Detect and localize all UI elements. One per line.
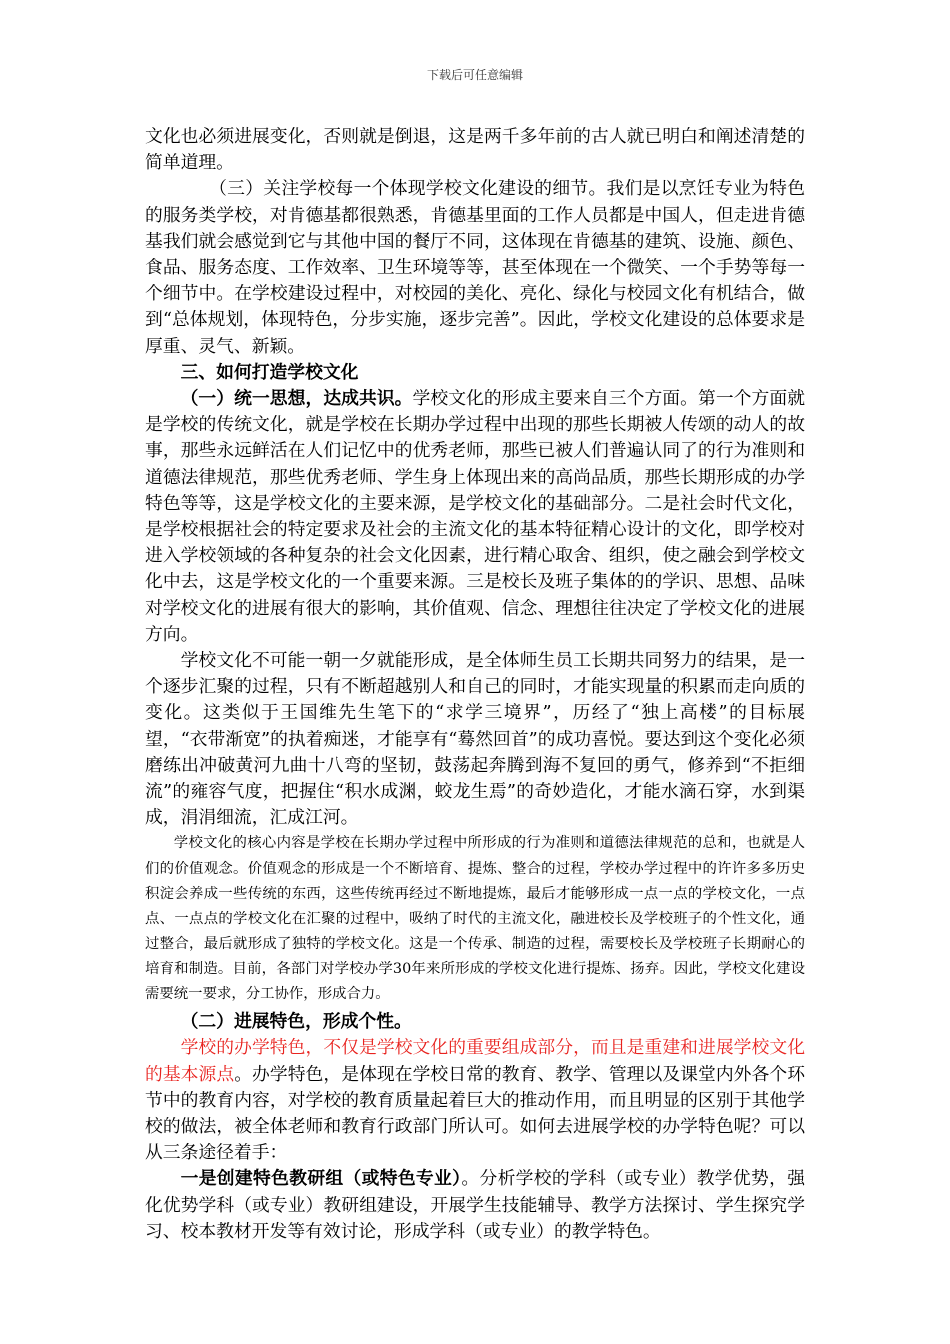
paragraph-school-features-text: 。办学特色，是体现在学校日常的教育、教学、管理以及课堂内外各个环节中的教育内容，对学校的教育质量起着巨大的推动作用，而且明显的区别于其他学校的做法，被全体老师和教育行政部门所认可。如何去进展学校的办学特色呢？可以从三条途径着手： <box>145 1063 805 1164</box>
paragraph-unify-thinking-text: 学校文化的形成主要来自三个方面。第一个方面就是学校的传统文化，就是学校在长期办学过程中出现的那些长期被人传颂的动人的故事，那些永远鲜活在人们记忆中的优秀老师，那些已被人们普遍认同了的行为准则和道德法律规范，那些优秀老师、学生身上体现出来的高尚品质，那些长期形成的办学特色等等，这是学校文化的主要来源，是学校文化的基础部分。二是社会时代文化，是学校根据社会的特定要求及社会的主流文化的基本特征精心设计的文化，即学校对进入学校领域的各种复杂的社会文化因素，进行精心取舍、组织，使之融会到学校文化中去，这是学校文化的一个重要来源。三是校长及班子集体的的学识、思想、品味对学校文化的进展有很大的影响，其价值观、信念、理想往往决定了学校文化的进展方向。 <box>145 388 805 645</box>
paragraph-special-research-group <box>145 1166 805 1245</box>
paragraph-section-3: （三）关注学校每一个体现学校文化建设的细节。我们是以烹饪专业为特色的服务类学校，对肯德基都很熟悉，肯德基里面的工作人员都是中国人，但走进肯德基我们就会感觉到它与其他中国的餐厅不同，这体现在肯德基的建筑、设施、颜色、食品、服务态度、工作效率、卫生环境等等，甚至体现在一个微笑、一个手势等每一个细节中。在学校建设过程中，对校园的美化、亮化、绿化与校园文化有机结合，做到“总体规划，体现特色，分步实施，逐步完善”。因此，学校文化建设的总体要求是厚重、灵气、新颖。 <box>145 178 805 357</box>
paragraph-school-features <box>145 1035 805 1166</box>
paragraph-continuation: 文化也必须进展变化，否则就是倒退，这是两千多年前的古人就已明白和阐述清楚的简单道理。 <box>145 126 805 174</box>
subheading-special-research-group: 一是创建特色教研组（或特色专业） <box>180 1168 462 1190</box>
paragraph-culture-core: 学校文化的核心内容是学校在长期办学过程中所形成的行为准则和道德法律规范的总和，也就是人们的价值观念。价值观念的形成是一个不断培育、提炼、整合的过程，学校办学过程中的许许多多历史积淀会养成一些传统的东西，这些传统再经过不断地提炼，最后才能够形成一点一点的学校文化，一点点、一点点的学校文化在汇聚的过程中，吸纳了时代的主流文化，融进校长及学校班子的个性文化，通过整合，最后就形成了独特的学校文化。这是一个传承、制造的过程，需要校长及学校班子长期耐心的培育和制造。目前，各部门对学校办学30年来所形成的学校文化进行提炼、扬弃。因此，学校文化建设需要统一要求，分工协作，形成合力。 <box>145 835 805 1003</box>
paragraph-special-research-group-text: 。分析学校的学科（或专业）教学优势，强化优势学科（或专业）教研组建设，开展学生技能辅导、教学方法探讨、学生探究学习、校本教材开发等有效讨论，形成学科（或专业）的教学特色。 <box>145 1168 805 1242</box>
highlighted-text: 学校的办学特色，不仅是学校文化的重要组成部分，而且是重建和进展学校文化的基本源点 <box>145 1037 805 1085</box>
paragraph-unify-thinking <box>145 386 805 648</box>
page-header-note: 下载后可任意编辑 <box>426 68 523 82</box>
subheading-unify-thinking: （一）统一思想，达成共识。 <box>180 388 413 410</box>
subheading-develop-features: （二）进展特色，形成个性。 <box>180 1011 412 1033</box>
section-heading-3: 三、如何打造学校文化 <box>180 361 359 383</box>
document-body <box>145 124 805 1245</box>
paragraph-culture-formation: 学校文化不可能一朝一夕就能形成，是全体师生员工长期共同努力的结果，是一个逐步汇聚的过程，只有不断超越别人和自己的同时，才能实现量的积累而走向质的变化。这类似于王国维先生笔下的“求学三境界”，历经了“独上高楼”的目标展望，“衣带渐宽”的执着痴迷，才能享有“蓦然回首”的成功喜悦。要达到这个变化必须磨练出冲破黄河九曲十八弯的坚韧，鼓荡起奔腾到海不复回的勇气，修养到“不拒细流”的雍容气度，把握住“积水成渊，蛟龙生焉”的奇妙造化，才能水滴石穿，水到渠成，涓涓细流，汇成江河。 <box>145 650 805 829</box>
